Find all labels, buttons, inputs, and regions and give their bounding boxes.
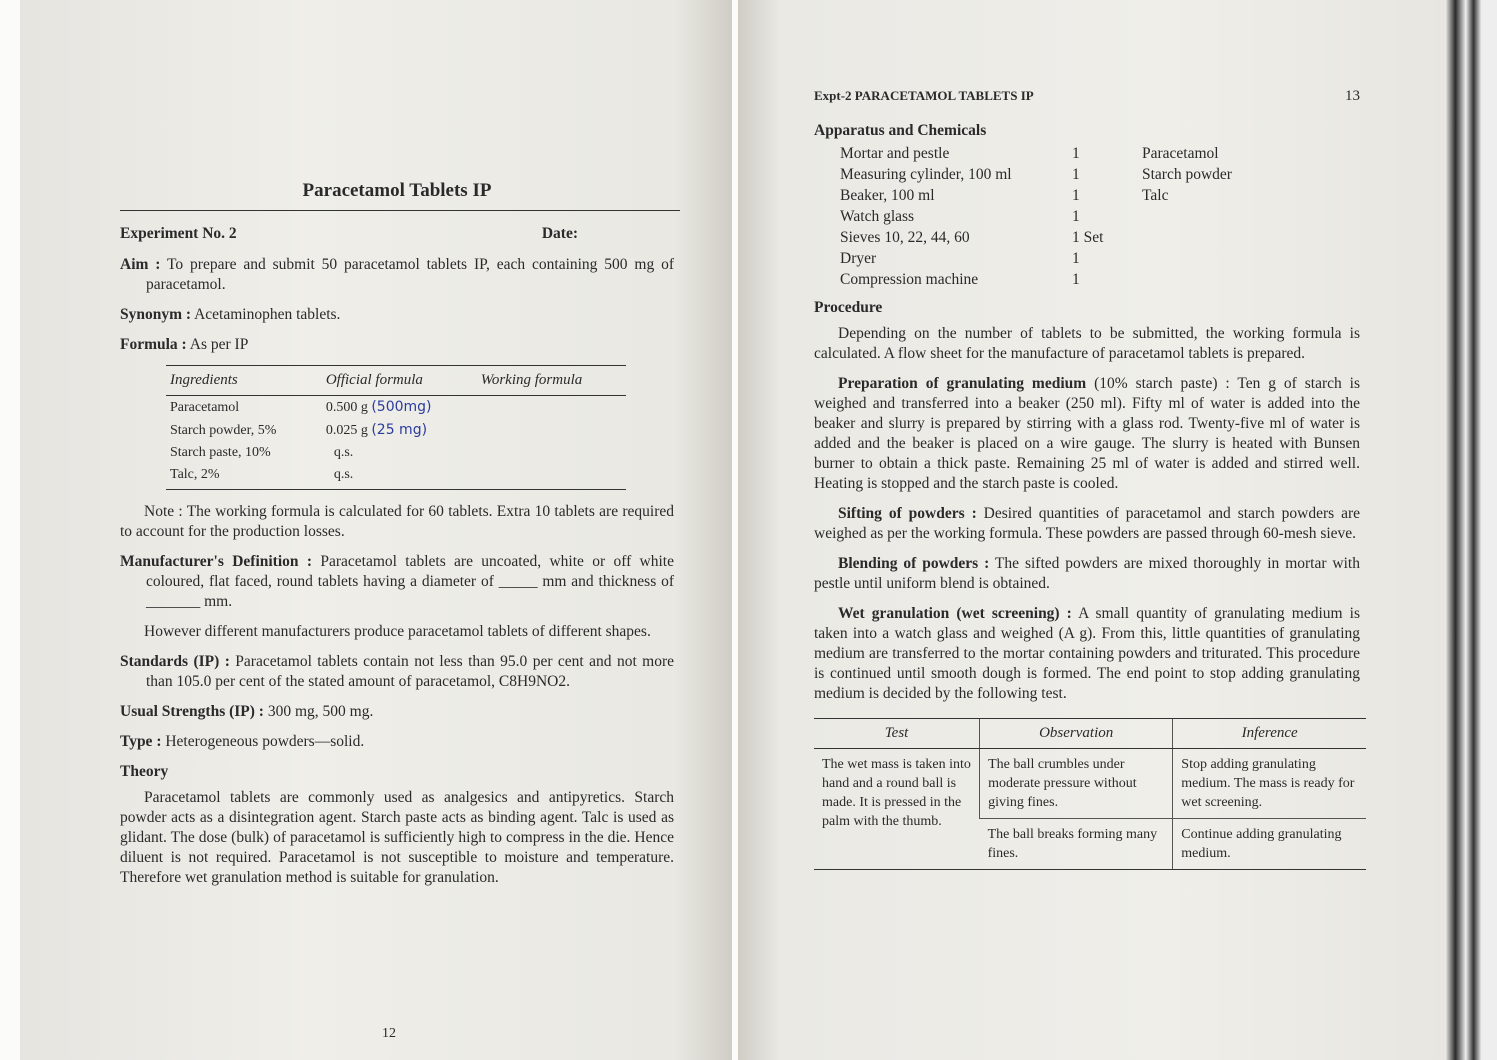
ingredient: Starch powder, 5% [170,422,277,438]
header-working: Working formula [477,366,626,396]
observation-cell: The ball breaks forming many fines. [980,819,1173,870]
synonym-text: Acetaminophen tablets. [194,306,341,323]
type [120,732,674,752]
header-inference: Inference [1173,719,1366,749]
header-observation: Observation [980,719,1173,749]
table-row [166,396,626,420]
test-cell: The wet mass is taken into hand and a round ball is made. It is pressed in the palm with the thumb. [814,749,980,870]
theory-heading-text: Theory [120,763,169,780]
right-page [738,0,1456,1060]
procedure-intro: Depending on the number of tablets to be submitted, the working formula is calculated. A flow sheet for the manufacture of paracetamol tablets is prepared. [814,325,1360,362]
aim-text: To prepare and submit 50 paracetamol tablets IP, each containing 500 mg of paracetamol. [146,256,674,293]
official-cell [322,419,477,442]
manufacturer-definition [120,552,674,612]
prep-label: Preparation of granulating medium [838,375,1087,392]
standards [120,652,674,692]
apparatus-qty: 1 [1072,166,1080,183]
aim [120,255,674,295]
chemical-item: Talc [1142,187,1169,204]
page-title: Paracetamol Tablets IP [302,180,492,201]
wet-label: Wet granulation (wet screening) : [838,605,1072,622]
chemical-item: Paracetamol [1142,145,1219,162]
header-test: Test [814,719,980,749]
running-head [814,88,1360,105]
strengths-label: Usual Strengths (IP) : [120,703,264,720]
blend-text: The sifted powders are mixed thoroughly in mortar with pestle until uniform blend is obtained. [814,555,1360,592]
observation-cell: The ball crumbles under moderate pressure without giving fines. [980,749,1173,819]
ingredient: Paracetamol [170,399,240,415]
procedure-heading [814,298,1360,318]
apparatus-item: Measuring cylinder, 100 ml [840,166,1012,183]
apparatus-item: Compression machine [840,271,979,288]
table-row [166,442,626,464]
apparatus-qty: 1 [1072,145,1080,162]
apparatus-item: Beaker, 100 ml [840,187,935,204]
however-text: However different manufacturers produce paracetamol tablets of different shapes. [144,623,651,640]
sifting-step [814,504,1360,544]
synonym-label: Synonym : [120,306,192,323]
wet-granulation-step [814,604,1360,704]
usual-strengths [120,702,674,722]
apparatus-item: Watch glass [840,208,915,225]
strengths-text: 300 mg, 500 mg. [267,703,374,720]
standards-text: Paracetamol tablets contain not less than 95.0 per cent and not more than 105.0 per cent of the stated amount of paracetamol, C8H9NO2. [146,653,675,690]
formula-label: Formula : [120,336,187,353]
inference-cell: Stop adding granulating medium. The mass is ready for wet screening. [1173,749,1366,819]
running-head-text: Expt-2 PARACETAMOL TABLETS IP [814,88,1034,103]
official-value: q.s. [322,464,477,490]
official-cell [322,396,477,420]
ingredients-table [166,365,626,490]
inference-cell: Continue adding granulating medium. [1173,819,1366,870]
header-official: Official formula [322,366,477,396]
chemical-item: Starch powder [1142,166,1232,183]
procedure-heading-text: Procedure [814,299,883,316]
synonym [120,305,674,325]
formula [120,335,674,355]
apparatus-item: Dryer [840,250,877,267]
formula-text: As per IP [189,336,249,353]
handwritten-note: (25 mg) [371,422,428,438]
type-text: Heterogeneous powders—solid. [165,733,365,750]
manufacturer-text: Paracetamol tablets are uncoated, white or off white coloured, flat faced, round tablets having a diameter of _____ mm and thickness of _______ mm. [146,553,674,610]
apparatus-heading-text: Apparatus and Chemicals [814,122,987,139]
apparatus-qty: 1 [1072,208,1080,225]
left-page [20,0,732,1060]
apparatus-qty: 1 [1072,271,1080,288]
book-page-edges [1445,0,1497,1060]
blend-label: Blending of powders : [838,555,990,572]
experiment-number: Experiment No. 2 [120,225,237,242]
manufacturer-label: Manufacturer's Definition : [120,553,313,570]
header-ingredients: Ingredients [166,366,322,396]
official-value: q.s. [333,445,354,460]
apparatus-qty: 1 Set [1072,229,1104,246]
sift-label: Sifting of powders : [838,505,977,522]
official-value: 0.500 g [325,400,368,415]
experiment-line [120,225,674,243]
test-table [814,718,1366,870]
official-value: 0.025 g [325,423,368,438]
aim-label: Aim : [120,256,161,273]
sift-text: Desired quantities of paracetamol and starch powders are weighed as per the working formula. These powders are passed through 60-mesh sieve. [814,505,1361,542]
theory-text: Paracetamol tablets are commonly used as analgesics and antipyretics. Starch powder acts as a disintegration agent. Starch paste acts as binding agent. Talc is used as glidant. The dose (bulk) of paracetamol is sufficiently high to compress in the die. Hence diluent is not required. Paracetamol is not susceptible to moisture and temperature. Therefore wet granulation method is suitable for granulation. [120,789,674,886]
table-row [166,464,626,490]
wet-text: A small quantity of granulating medium is taken into a watch glass and weighed (A g). From this, little quantities of granulating medium are transferred to the mortar containing powders and triturated. This procedure is continued until smooth dough is formed. The end point to stop adding granulating medium is decided by the following test. [814,605,1360,702]
divider [120,210,680,211]
standards-label: Standards (IP) : [120,653,230,670]
apparatus-item: Sieves 10, 22, 44, 60 [840,229,970,246]
type-label: Type : [120,733,162,750]
apparatus-qty: 1 [1072,250,1080,267]
ingredient: Talc, 2% [166,464,322,490]
ingredient: Starch paste, 10% [170,445,271,460]
apparatus-heading [814,121,1360,141]
handwritten-note: (500mg) [371,399,432,415]
preparation-step [814,374,1360,494]
date-label: Date: [541,225,578,242]
blending-step [814,554,1360,594]
apparatus-qty: 1 [1072,187,1080,204]
page-number: 12 [382,1026,396,1041]
page-number: 13 [1345,88,1360,104]
table-row [814,749,1366,819]
apparatus-list [814,143,1360,290]
theory-heading [120,762,674,782]
prep-text: (10% starch paste) : Ten g of starch is weighed and transferred into a beaker (250 ml). Fifty ml of water is added into the beaker and slurry is prepared by stirring with a glass rod. Twenty-five ml of water is added and the beaker is placed on a wire gauge. The slurry is heated with Bunsen burner to obtain a thick paste. Remaining 25 ml of water is added and stirred well. Heating is stopped and the starch paste is cooled. [814,375,1360,492]
note: Note : The working formula is calculated for 60 tablets. Extra 10 tablets are required to account for the production losses. [120,503,674,540]
apparatus-item: Mortar and pestle [840,145,950,162]
table-row [166,419,626,442]
